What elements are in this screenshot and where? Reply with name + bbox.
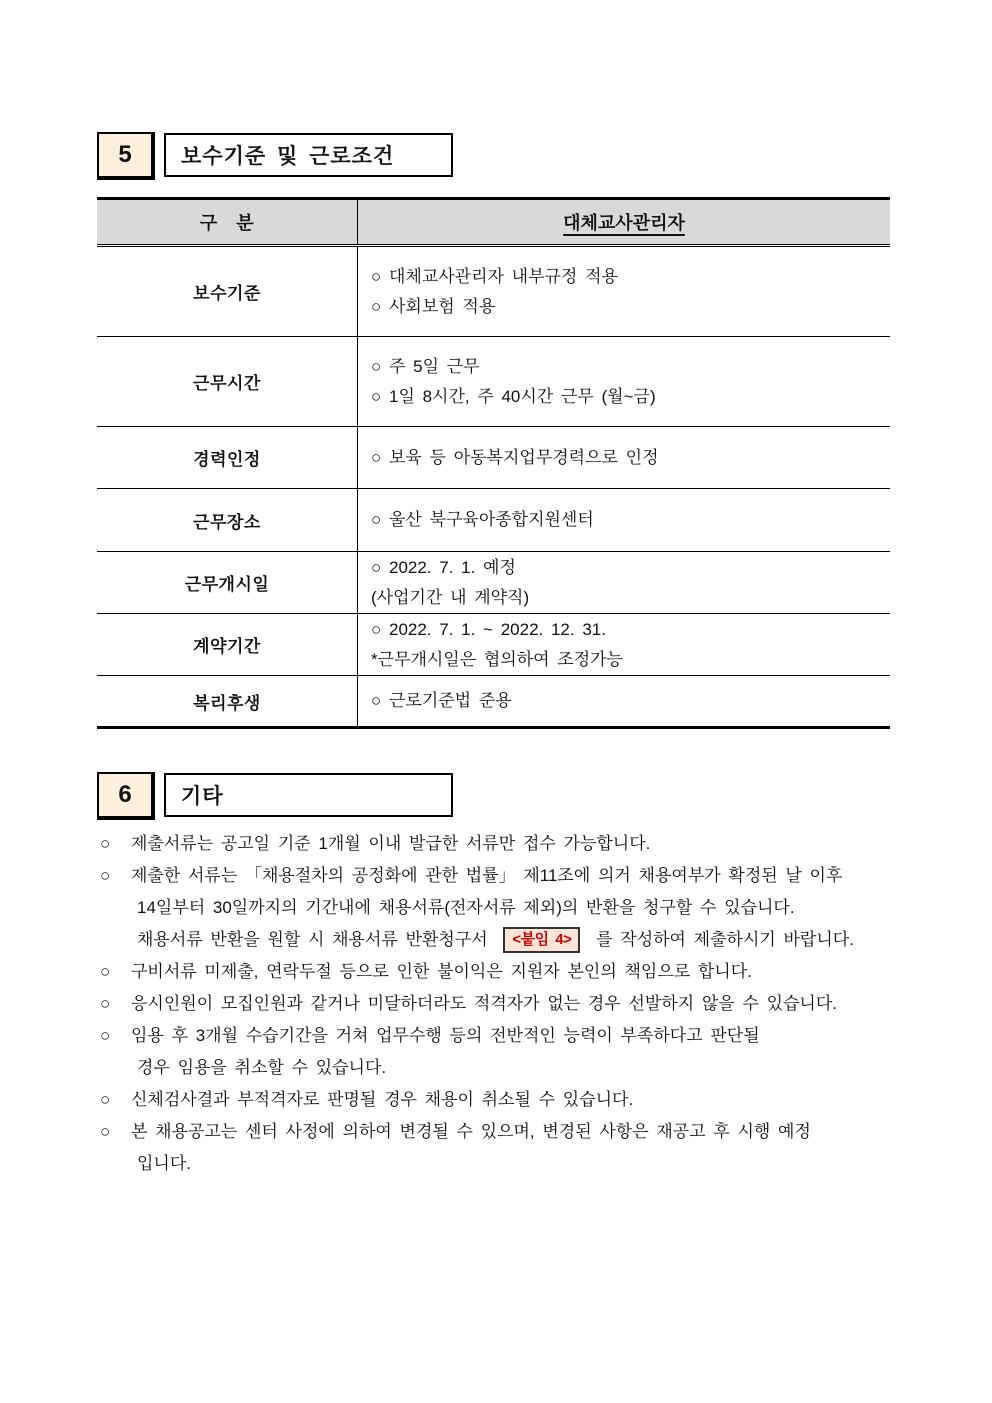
row-content: [358, 676, 890, 726]
notes-list: [100, 828, 978, 1180]
attachment4-badge: <붙임 4>: [503, 927, 580, 953]
note-text: 구비서류 미제출, 연락두절 등으로 인한 불이익은 지원자 본인의 책임으로 합니다.: [131, 962, 752, 981]
note-text: 신체검사결과 부적격자로 판명될 경우 채용이 취소될 수 있습니다.: [131, 1090, 634, 1109]
section6-header: [97, 772, 453, 820]
note-text: 제출서류는 공고일 기준 1개월 이내 발급한 서류만 접수 가능합니다.: [131, 834, 651, 853]
cell-line: ○ 울산 북구육아종합지원센터: [371, 510, 594, 529]
section6-title: 기타: [164, 773, 453, 817]
row-content: [358, 247, 890, 336]
bullet-circle-icon: ○: [100, 866, 111, 885]
bullet-circle-icon: ○: [100, 1090, 111, 1109]
note-text-before-badge: 채용서류 반환을 원할 시 채용서류 반환청구서: [137, 930, 488, 949]
table-header-col2: [358, 200, 890, 244]
note-text: 임용 후 3개월 수습기간을 거쳐 업무수행 등의 전반적인 능력이 부족하다고 판단될: [131, 1026, 760, 1045]
note-item: [100, 1084, 978, 1116]
note-text: 경우 임용을 취소할 수 있습니다.: [137, 1058, 387, 1077]
table-row: [97, 614, 890, 676]
row-label: 근무시간: [97, 337, 358, 426]
note-item: [100, 1020, 978, 1084]
table-header-row: [97, 200, 890, 244]
bullet-circle-icon: ○: [100, 1026, 111, 1045]
note-text: 응시인원이 모집인원과 같거나 미달하더라도 적격자가 없는 경우 선발하지 않을 수 있습니다.: [131, 994, 837, 1013]
note-text: 14일부터 30일까지의 기간내에 채용서류(전자서류 제외)의 반환을 청구할 수 있습니다.: [137, 898, 795, 917]
row-label: 근무장소: [97, 489, 358, 551]
cell-line: ○ 2022. 7. 1. 예정: [371, 557, 516, 577]
note-item: [100, 1116, 978, 1180]
row-label: 보수기준: [97, 247, 358, 336]
cell-line: ○ 근로기준법 준용: [371, 691, 512, 710]
row-content: [358, 489, 890, 551]
note-text: 본 채용공고는 센터 사정에 의하여 변경될 수 있으며, 변경된 사항은 재공고 후 시행 예정: [131, 1122, 811, 1141]
cell-line: ○ 사회보험 적용: [371, 296, 496, 316]
cell-line: ○ 보육 등 아동복지업무경력으로 인정: [371, 447, 659, 467]
note-item: [100, 860, 978, 956]
row-content: [358, 427, 890, 488]
row-content: [358, 614, 890, 675]
note-text-after-badge: 를 작성하여 제출하시기 바랍니다.: [596, 930, 854, 949]
table-row: [97, 427, 890, 489]
cell-line: ○ 1일 8시간, 주 40시간 근무 (월~금): [371, 386, 656, 406]
table-row: [97, 676, 890, 726]
row-label: 계약기간: [97, 614, 358, 675]
table-row: [97, 489, 890, 552]
cell-line: *근무개시일은 협의하여 조정가능: [371, 649, 623, 669]
cell-line: ○ 2022. 7. 1. ~ 2022. 12. 31.: [371, 619, 606, 639]
section6-number-badge: 6: [97, 772, 155, 820]
bullet-circle-icon: ○: [100, 994, 111, 1013]
bullet-circle-icon: ○: [100, 962, 111, 981]
note-item: [100, 828, 978, 860]
section5-title: 보수기준 및 근로조건: [164, 133, 453, 177]
section5-number-badge: 5: [97, 132, 155, 180]
row-content: [358, 552, 890, 613]
note-text: 입니다.: [137, 1154, 191, 1173]
table-row: [97, 247, 890, 337]
conditions-table: [97, 197, 890, 729]
section5-header: [97, 132, 453, 180]
note-item: [100, 988, 978, 1020]
cell-line: (사업기간 내 계약직): [371, 587, 530, 607]
cell-line: ○ 대체교사관리자 내부규정 적용: [371, 266, 618, 286]
note-text-with-badge: [131, 924, 978, 956]
table-header-col2-label: 대체교사관리자: [563, 213, 685, 233]
bullet-circle-icon: ○: [100, 1122, 111, 1141]
row-label: 경력인정: [97, 427, 358, 488]
row-label: 복리후생: [97, 676, 358, 726]
row-label: 근무개시일: [97, 552, 358, 613]
table-row: [97, 552, 890, 614]
cell-line: ○ 주 5일 근무: [371, 356, 480, 376]
bullet-circle-icon: ○: [100, 834, 111, 853]
table-header-col1: 구 분: [97, 200, 358, 244]
note-item: [100, 956, 978, 988]
row-content: [358, 337, 890, 426]
table-row: [97, 337, 890, 427]
note-text: 제출한 서류는 「채용절차의 공정화에 관한 법률」 제11조에 의거 채용여부가 확정된 날 이후: [131, 866, 843, 885]
